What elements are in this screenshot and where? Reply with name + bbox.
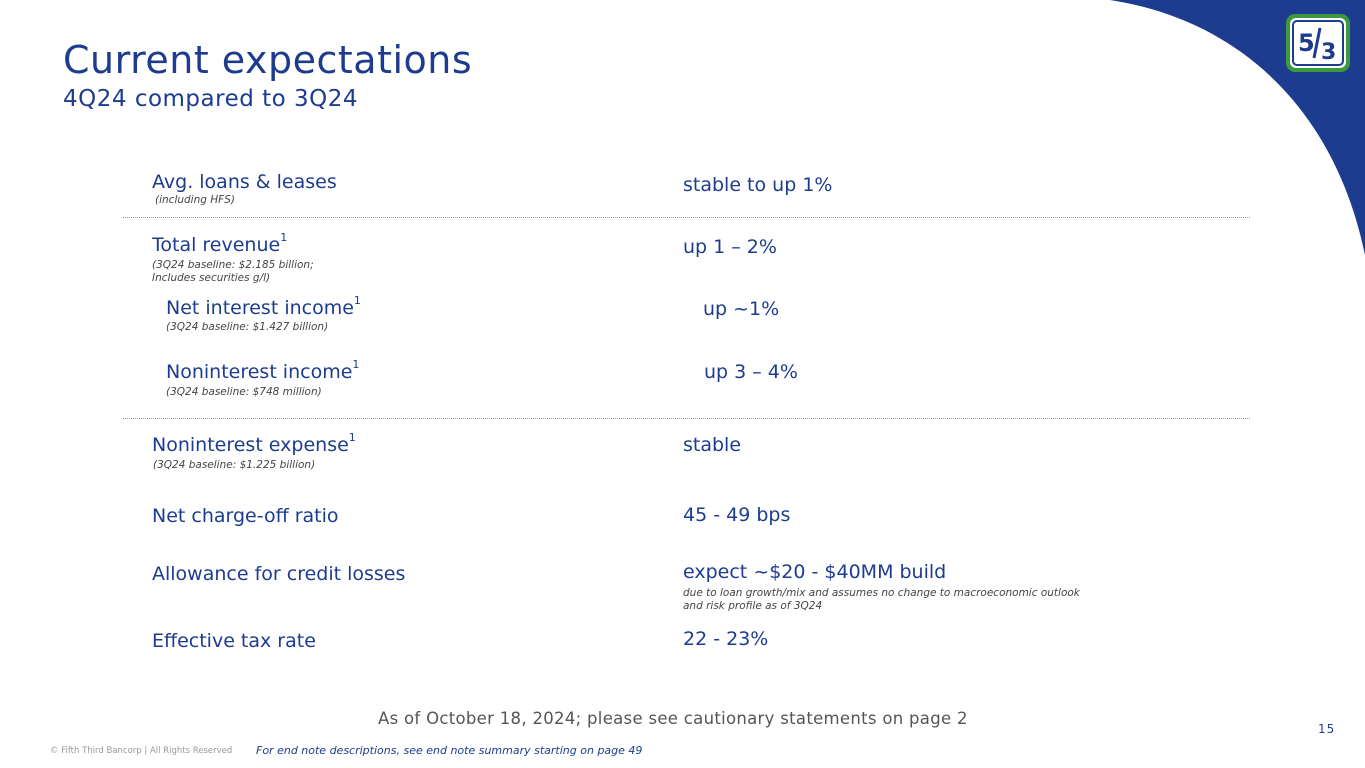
row-value-effective-tax: 22 - 23% xyxy=(683,628,769,650)
svg-text:3: 3 xyxy=(1321,40,1337,65)
row-label-total-revenue: Total revenue$^1$ xyxy=(152,231,288,256)
copyright: © Fifth Third Bancorp | All Rights Reserved xyxy=(50,746,233,756)
page-number: 15 xyxy=(1318,722,1336,736)
row-label-noninterest-income: Noninterest income$^1$ xyxy=(166,358,360,383)
row-note-allowance: due to loan growth/mix and assumes no change to macroeconomic outlook and risk profile as of 3Q24 xyxy=(683,587,1080,612)
row-label-avg-loans: Avg. loans & leases xyxy=(152,171,337,193)
row-note-avg-loans: (including HFS) xyxy=(155,194,235,206)
row-note-noninterest-expense: (3Q24 baseline: $1.225 billion) xyxy=(153,459,316,471)
row-value-net-charge-off: 45 - 49 bps xyxy=(683,504,791,526)
row-value-allowance: expect ~$20 - $40MM build xyxy=(683,561,947,583)
row-note-net-interest-income: (3Q24 baseline: $1.427 billion) xyxy=(166,321,329,333)
row-label-net-charge-off: Net charge-off ratio xyxy=(152,505,339,527)
page-title: Current expectations xyxy=(63,38,473,82)
row-label-net-interest-income: Net interest income$^1$ xyxy=(166,294,361,319)
separator xyxy=(123,217,1250,218)
svg-text:5: 5 xyxy=(1298,29,1315,57)
row-value-noninterest-expense: stable xyxy=(683,434,742,456)
row-note-noninterest-income: (3Q24 baseline: $748 million) xyxy=(166,386,322,398)
row-label-allowance: Allowance for credit losses xyxy=(152,563,406,585)
end-note-reference: For end note descriptions, see end note summary starting on page 49 xyxy=(256,744,643,757)
row-label-effective-tax: Effective tax rate xyxy=(152,630,316,652)
as-of-note: As of October 18, 2024; please see cautionary statements on page 2 xyxy=(378,709,968,728)
row-value-noninterest-income: up 3 – 4% xyxy=(704,361,798,383)
row-value-net-interest-income: up ~1% xyxy=(703,298,780,320)
row-note-total-revenue: (3Q24 baseline: $2.185 billion; Includes securities g/l) xyxy=(152,259,314,284)
row-value-total-revenue: up 1 – 2% xyxy=(683,236,777,258)
row-value-avg-loans: stable to up 1% xyxy=(683,174,833,196)
separator xyxy=(123,418,1250,419)
page-subtitle: 4Q24 compared to 3Q24 xyxy=(63,86,359,112)
fifth-third-logo-icon xyxy=(1286,14,1350,72)
row-label-noninterest-expense: Noninterest expense$^1$ xyxy=(152,431,356,456)
